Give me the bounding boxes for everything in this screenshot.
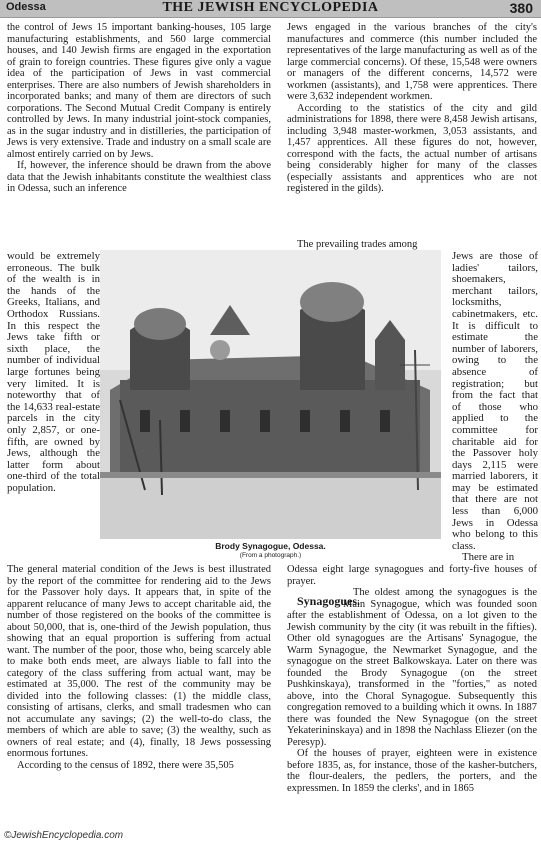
paragraph: According to the statistics of the city and gild administrations for 1898, there were 8,458 Jewish artisans, including 3,948 master-workmen, 3,053 assistants, and 1,457 apprentices. All these figures do not, however, correspond with the facts, the actual number of artisans being considerably higher for many of the classes (especially assistants and apprentices who are not registered in the gilds).	[287, 102, 537, 194]
figure	[100, 250, 441, 562]
paragraph: the control of Jews 15 important banking-houses, 105 large manufacturing establishments, and 560 large commercial houses, and 140 Jewish firms are engaged in the exportation of grain to foreign countries. These figures give only a vague idea of the participation of Jews in vast commercial enterprises. There are also numbers of Jewish shareholders in incorporated banks; and many of them are directors of such corporations. The Second Mutual Credit Company is entirely controlled by Jews. In many industrial joint-stock companies, as in the sugar industry and in distilleries, the participation of Jews is very extensive. Trade and industry on a small scale are almost entirely carried on by Jews.	[7, 22, 271, 160]
left-column-top	[7, 22, 271, 195]
right-column-top	[287, 22, 537, 195]
paragraph: Of the houses of prayer, eighteen were in existence before 1835, as, for instance, those of the kasher-butchers, the flour-dealers, the pedlers, the porters, and the expressmen. In 1859 the clerks', and in 1865	[287, 748, 537, 794]
right-column-narrow	[452, 251, 538, 564]
right-column-prevailing-start	[287, 239, 445, 251]
right-column-bottom	[287, 564, 537, 794]
caption-title: Brody Synagogue, Odessa.	[215, 541, 326, 551]
paragraph: If, however, the inference should be drawn from the above data that the Jewish inhabitants constitute the wealthiest class in Odessa, such an inference	[7, 160, 271, 194]
paragraph: would be extremely erroneous. The bulk of the wealth is in the hands of the Greeks, Italians, and Orthodox Russians. In this respect the Jews take fifth or sixth place, the number of individual large fortunes being very limited. It is noteworthy that of the 14,633 real-estate parcels in the city only 2,857, or one-fifth, are owned by Jews, although the latter form about one-third of the total population.	[7, 250, 100, 494]
header-article-name: Odessa	[6, 1, 46, 13]
paragraph: Odessa eight large synagogues and forty-five houses of prayer.	[287, 564, 537, 587]
left-column-bottom	[7, 564, 271, 771]
paragraph: The prevailing trades among	[297, 239, 418, 250]
left-column-narrow	[7, 251, 100, 494]
caption-credit: (From a photograph.)	[239, 552, 302, 559]
paragraph: According to the census of 1892, there were 35,505	[17, 759, 234, 771]
paragraph: Jews engaged in the various branches of the city's manufactures and commerce (this number included the representatives of the large manufacturing as well as of the large commercial concerns). Of these, 15,548 were owners or managers of the different concerns, 14,572 were workmen (assistants), and 1,758 were apprentices. There were 3,632 independent workmen.	[287, 22, 537, 102]
paragraph: The general material condition of the Jews is best illustrated by the report of the committee for rendering aid to the Jews for the Passover holy days. It appears that, in spite of the apparent relucance of many Jews to accept charitable aid, the number of those registered on the books of the committee is about 50,000, that is, one-third of the Jewish population, thus showing that an equal proportion is suffering from actual want. The number of the poor, those who, being scarcely able to make both ends meet, are always liable to fall into the category of the class suffering from actual want, may be estimated at 35,000. The rest of the community may be divided into the following classes: (1) the middle class, consisting of artisans, clerks, and small tradesmen who can not accumulate any savings; (2) the well-to-do class, the members of which are able to save; (3) the wealthy, such as owners of real estate; and (4), finally, 18 Jews possessing enormous fortunes.	[7, 564, 271, 759]
figure-caption	[100, 541, 441, 561]
marginal-heading: Synagogues.	[297, 594, 361, 608]
header-title: THE JEWISH ENCYCLOPEDIA	[162, 0, 379, 15]
paragraph	[287, 587, 537, 748]
paragraph: Jews are those of ladies' tailors, shoemakers, merchant tailors, locksmiths, cabinetmakers, etc. It is difficult to estimate the number of laborers, owing to the absence of registration; but from the fact that of those who applied to the committee for charitable aid for the Passover holy days 2,115 were married laborers, it may be estimated that there are not less than 6,000 Jews in Odessa who belong to this class.	[452, 250, 538, 552]
page-header	[0, 0, 541, 18]
synagogue-photo	[100, 250, 441, 539]
header-page-number: 380	[509, 0, 533, 16]
copyright-footer: ©JewishEncyclopedia.com	[4, 830, 124, 841]
paragraph: There are in	[462, 551, 515, 564]
paragraph-text: The oldest among the synagogues is the Main Synagogue, which was founded soon after the establishment of Odessa, on a lot given to the Jewish community by the city (it was rebuilt in the fifties). Other old synagogues are the Artisans' Synagogue, the Warm Synagogue, the Newmarket Synagogue, and the synagogue on the street Balkowskaya. Later on there was founded the Brody Synagogue (on the street Pushkinskaya), transformed in the "forties," as noted above, into the Choral Synagogue. Subsequently this congregation removed to a building which it owns. In 1887 there was founded the New Synagogue (on the street Yekaterininskaya) and in 1898 the Nachlass Eliezer (on the Peresyp).	[287, 587, 537, 748]
